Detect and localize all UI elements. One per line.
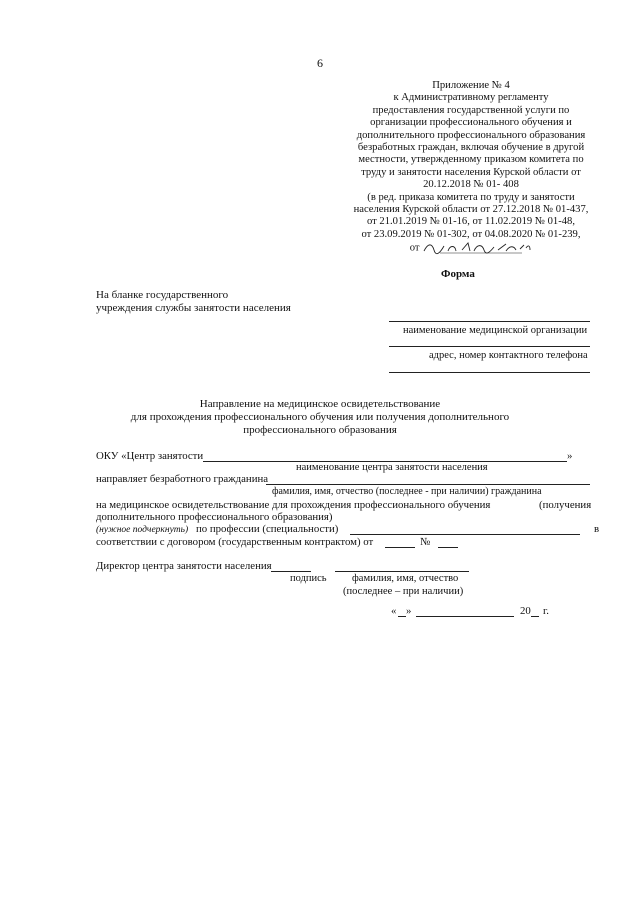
contract-number-line xyxy=(438,547,458,548)
contract-date-line xyxy=(385,547,415,548)
contract-text: соответствии с договором (государственным контрактом) от xyxy=(96,536,374,548)
name-caption-2: (последнее – при наличии) xyxy=(343,586,464,597)
appendix-line: от 23.09.2019 № 01-302, от 04.08.2020 № 01-239, xyxy=(361,228,581,240)
letterhead-note xyxy=(96,289,291,315)
date-year-line xyxy=(531,616,539,617)
oku-suffix: » xyxy=(567,450,573,462)
title-line-1: Направление на медицинское освидетельствование xyxy=(199,398,441,410)
purpose-line-2: дополнительного профессионального образования) xyxy=(96,511,333,523)
date-year-prefix: 20 xyxy=(520,605,531,617)
underline-hint: (нужное подчеркнуть) xyxy=(96,525,189,535)
appendix-line: предоставления государственной услуги по xyxy=(372,104,570,116)
page-number: 6 xyxy=(317,56,323,70)
title-line-3: профессионального образования xyxy=(243,424,397,436)
org-name-line xyxy=(389,321,590,322)
org-name-caption: наименование медицинской организации xyxy=(403,325,588,336)
center-name-caption: наименование центра занятости населения xyxy=(296,462,488,473)
appendix-line: от 21.01.2019 № 01-16, от 11.02.2019 № 01-48, xyxy=(366,216,575,228)
appendix-last-line xyxy=(340,241,602,255)
appendix-last-prefix: от xyxy=(409,242,420,254)
signature-line xyxy=(271,571,311,572)
oku-prefix: ОКУ «Центр занятости xyxy=(96,450,204,462)
in-word: в xyxy=(594,523,600,535)
date-month-line xyxy=(416,616,514,617)
appendix-line: местности, утвержденному приказом комитета по xyxy=(358,154,584,166)
appendix-block xyxy=(340,80,602,255)
directs-text: направляет безработного гражданина xyxy=(96,473,269,485)
appendix-line: к Административному регламенту xyxy=(393,92,549,104)
citizen-name-caption: фамилия, имя, отчество (последнее - при наличии) гражданина xyxy=(272,486,542,497)
date-year-suffix: г. xyxy=(543,605,549,617)
profession-text: по профессии (специальности) xyxy=(196,523,339,535)
director-name-line xyxy=(335,571,469,572)
appendix-line: 20.12.2018 № 01- 408 xyxy=(423,179,519,191)
appendix-line: населения Курской области от 27.12.2018 № 01-437, xyxy=(353,204,589,216)
date-day-line xyxy=(398,616,406,617)
name-caption-1: фамилия, имя, отчество xyxy=(352,573,459,584)
citizen-name-line xyxy=(266,484,590,485)
date-quote-open: « xyxy=(391,605,397,617)
form-label: Форма xyxy=(441,268,475,280)
appendix-line: безработных граждан, включая обучение в другой xyxy=(357,142,585,154)
handwritten-scribble-icon xyxy=(422,241,532,255)
appendix-line: (в ред. приказа комитета по труду и занятости xyxy=(367,191,575,203)
document-title xyxy=(0,398,640,437)
date-quote-close: » xyxy=(406,605,412,617)
letterhead-line-1: На бланке государственного xyxy=(96,289,229,301)
number-sign: № xyxy=(420,536,431,548)
appendix-line: дополнительного профессионального образования xyxy=(356,129,586,141)
appendix-line: Приложение № 4 xyxy=(432,80,510,91)
letterhead-line-2: учреждения службы занятости населения xyxy=(96,302,291,314)
signature-caption: подпись xyxy=(290,573,327,584)
title-line-2: для прохождения профессионального обучения или получения дополнительного xyxy=(130,411,510,423)
director-label: Директор центра занятости населения xyxy=(96,560,272,572)
extra-recipient-line xyxy=(389,372,590,373)
purpose-right: (получения xyxy=(539,499,592,511)
profession-line xyxy=(350,534,580,535)
address-caption: адрес, номер контактного телефона xyxy=(429,350,588,361)
purpose-text: на медицинское освидетельствование для прохождения профессионального обучения xyxy=(96,499,491,511)
address-line xyxy=(389,346,590,347)
appendix-line: организации профессионального обучения и xyxy=(370,117,572,129)
appendix-line: труду и занятости населения Курской области от xyxy=(361,166,581,178)
